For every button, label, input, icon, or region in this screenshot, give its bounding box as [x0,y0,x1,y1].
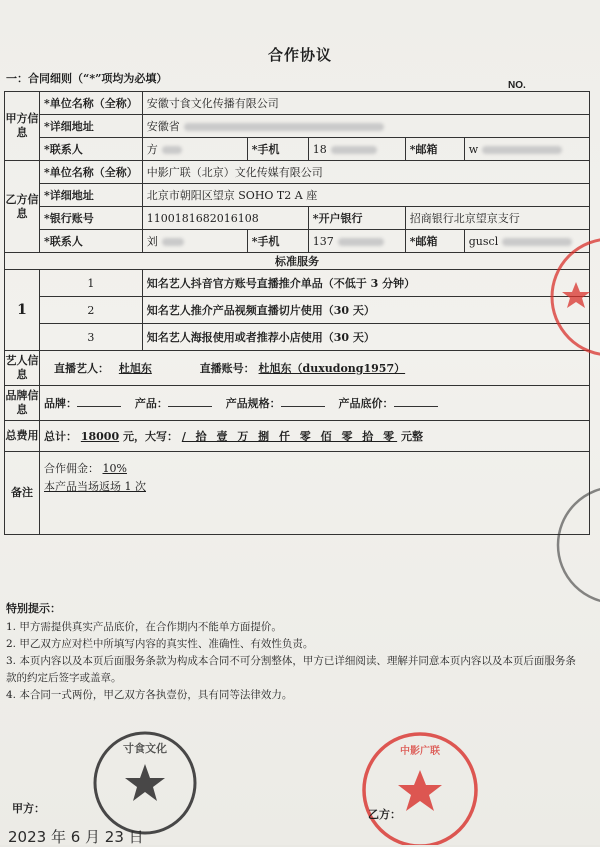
service-3-text: 知名艺人海报使用或者推荐小店使用（30 天） [142,324,589,351]
party-b-contact-value: 刘 [142,230,247,253]
service-2-text: 知名艺人推介产品视频直播切片使用（30 天） [142,297,589,324]
service-3-num: 3 [40,324,143,351]
total-prefix: 总计： [44,430,77,443]
party-b-name-label: *单位名称（全称） [40,161,143,184]
spec-blank [281,406,325,407]
remark-content [40,452,590,535]
total-unit: 元，大写： [122,430,178,443]
party-b-address-value: 北京市朝阳区望京 SOHO T2 A 座 [142,184,589,207]
total-label: 总费用 [5,421,40,452]
total-amount-uppercase: / 拾 壹 万 捌 仟 零 佰 零 拾 零 [181,430,398,443]
party-b-contact-label: *联系人 [40,230,143,253]
party-a-signature-label: 甲方： [12,802,45,815]
total-suffix: 元整 [400,430,423,443]
artist-account: 杜旭东（duxudong1957） [258,362,406,375]
service-1-num: 1 [40,270,143,297]
note-1: 1. 甲方需提供真实产品底价，在合作期内不能单方面提价。 [6,621,282,633]
note-4: 4. 本合同一式两份，甲乙双方各执壹份，具有同等法律效力。 [6,689,293,701]
party-b-phone-value: 137 [308,230,405,253]
section-hint: 一：合同细则（“*”项均为必填） [6,72,168,85]
party-a-phone-label: *手机 [247,138,308,161]
doc-number-label: NO. [508,80,526,91]
side-seal-red [548,222,600,372]
notes-heading: 特别提示： [6,602,61,615]
party-b-bank-label: *开户银行 [308,207,405,230]
artist-row [40,351,590,386]
party-b-email-label: *邮箱 [405,230,464,253]
spec-field-label: 产品规格： [225,397,281,410]
party-a-seal [90,728,200,838]
artist-name-label: 直播艺人： [54,362,109,375]
document-title: 合作协议 [267,46,332,64]
party-a-email-value: w [464,138,589,161]
brand-field-label: 品牌： [44,397,77,410]
party-b-address-label: *详细地址 [40,184,143,207]
service-1-text: 知名艺人抖音官方账号直播推介单品（不低于 3 分钟） [142,270,589,297]
contract-table [4,91,590,535]
party-b-signature-label: 乙方： [368,808,401,821]
party-a-email-label: *邮箱 [405,138,464,161]
party-b-bank-account-label: *银行账号 [40,207,143,230]
note-2: 2. 甲乙双方应对栏中所填写内容的真实性、准确性、有效性负责。 [6,638,314,650]
party-a-phone-value: 18 [308,138,405,161]
special-notes [6,600,586,704]
artist-account-label: 直播账号： [199,362,255,375]
party-b-seal [355,728,485,845]
party-b-bank-account-value: 1100181682016108 [142,207,308,230]
commission-line: 合作佣金： 10% [44,462,127,475]
party-b-email-value: guscl [464,230,589,253]
party-b-label: 乙方信息 [5,161,40,253]
services-group-number: 1 [5,270,40,351]
party-a-name-label: *单位名称（全称） [40,92,143,115]
party-a-label: 甲方信息 [5,92,40,161]
remark-label: 备注 [5,452,40,535]
side-seal-black [556,470,600,620]
brand-label: 品牌信息 [5,386,40,421]
product-blank [168,406,212,407]
party-a-address-label: *详细地址 [40,115,143,138]
party-a-contact-value: 方 [142,138,247,161]
party-a-contact-label: *联系人 [40,138,143,161]
return-line: 本产品当场返场 1 次 [44,480,146,493]
svg-text:中影广联: 中影广联 [400,746,440,757]
brand-row [40,386,590,421]
price-blank [394,406,438,407]
party-b-bank-value: 招商银行北京望京支行 [405,207,589,230]
total-amount: 18000 [80,430,120,443]
total-row [40,421,590,452]
artist-name: 杜旭东 [118,362,152,375]
note-3: 3. 本页内容以及本页后面服务条款为构成本合同不可分割整体，甲方已详细阅读、理解并同意本页内容以及本页后面服务条款的约定后签字或盖章。 [6,655,576,684]
party-a-name-value: 安徽寸食文化传播有限公司 [142,92,589,115]
brand-blank [77,406,121,407]
services-header: 标准服务 [5,253,590,270]
service-2-num: 2 [40,297,143,324]
product-field-label: 产品： [134,397,168,410]
party-b-name-value: 中影广联（北京）文化传媒有限公司 [142,161,589,184]
party-a-address-value: 安徽省 [142,115,589,138]
signing-date: 2023 年 6 月 23 日 [8,828,144,846]
party-b-phone-label: *手机 [247,230,308,253]
svg-text:寸食文化: 寸食文化 [123,742,167,755]
price-field-label: 产品底价： [338,397,394,410]
artist-label: 艺人信息 [5,351,40,386]
